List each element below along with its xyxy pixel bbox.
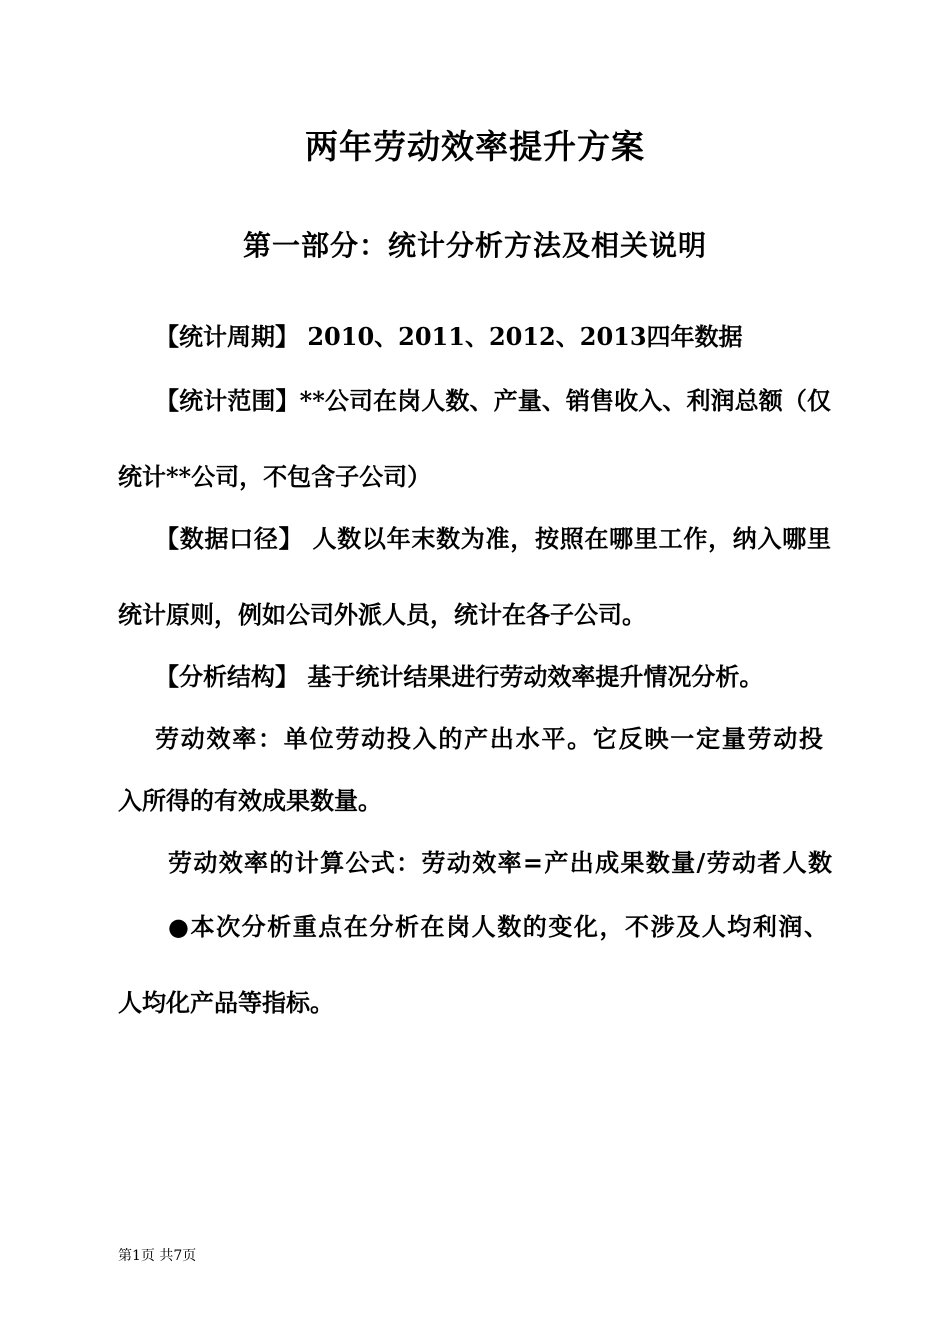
labor-efficiency-definition-cont: 入所得的有效成果数量。 bbox=[118, 786, 382, 815]
page-footer: 第1页 共7页 bbox=[118, 1248, 197, 1264]
data-caliber-line-cont: 统计原则，例如公司外派人员，统计在各子公司。 bbox=[118, 600, 646, 629]
data-caliber-line: 【数据口径】 人数以年末数为准，按照在哪里工作，纳入哪里 bbox=[155, 524, 831, 553]
analysis-focus-bullet-cont: 人均化产品等指标。 bbox=[118, 988, 334, 1017]
statistic-scope-line-cont: 统计**公司，不包含子公司） bbox=[118, 462, 432, 491]
labor-efficiency-definition: 劳动效率：单位劳动投入的产出水平。它反映一定量劳动投 bbox=[155, 724, 823, 753]
statistic-scope-line: 【统计范围】**公司在岗人数、产量、销售收入、利润总额（仅 bbox=[155, 386, 831, 415]
analysis-focus-bullet: ●本次分析重点在分析在岗人数的变化，不涉及人均利润、 bbox=[168, 912, 828, 941]
labor-efficiency-formula: 劳动效率的计算公式：劳动效率=产出成果数量/劳动者人数 bbox=[168, 848, 832, 877]
section-heading: 第一部分：统计分析方法及相关说明 bbox=[242, 229, 707, 262]
document-title: 两年劳动效率提升方案 bbox=[305, 127, 645, 166]
statistic-period-line: 【统计周期】 2010、2011、2012、2013四年数据 bbox=[155, 322, 743, 351]
analysis-structure-line: 【分析结构】 基于统计结果进行劳动效率提升情况分析。 bbox=[155, 662, 764, 691]
